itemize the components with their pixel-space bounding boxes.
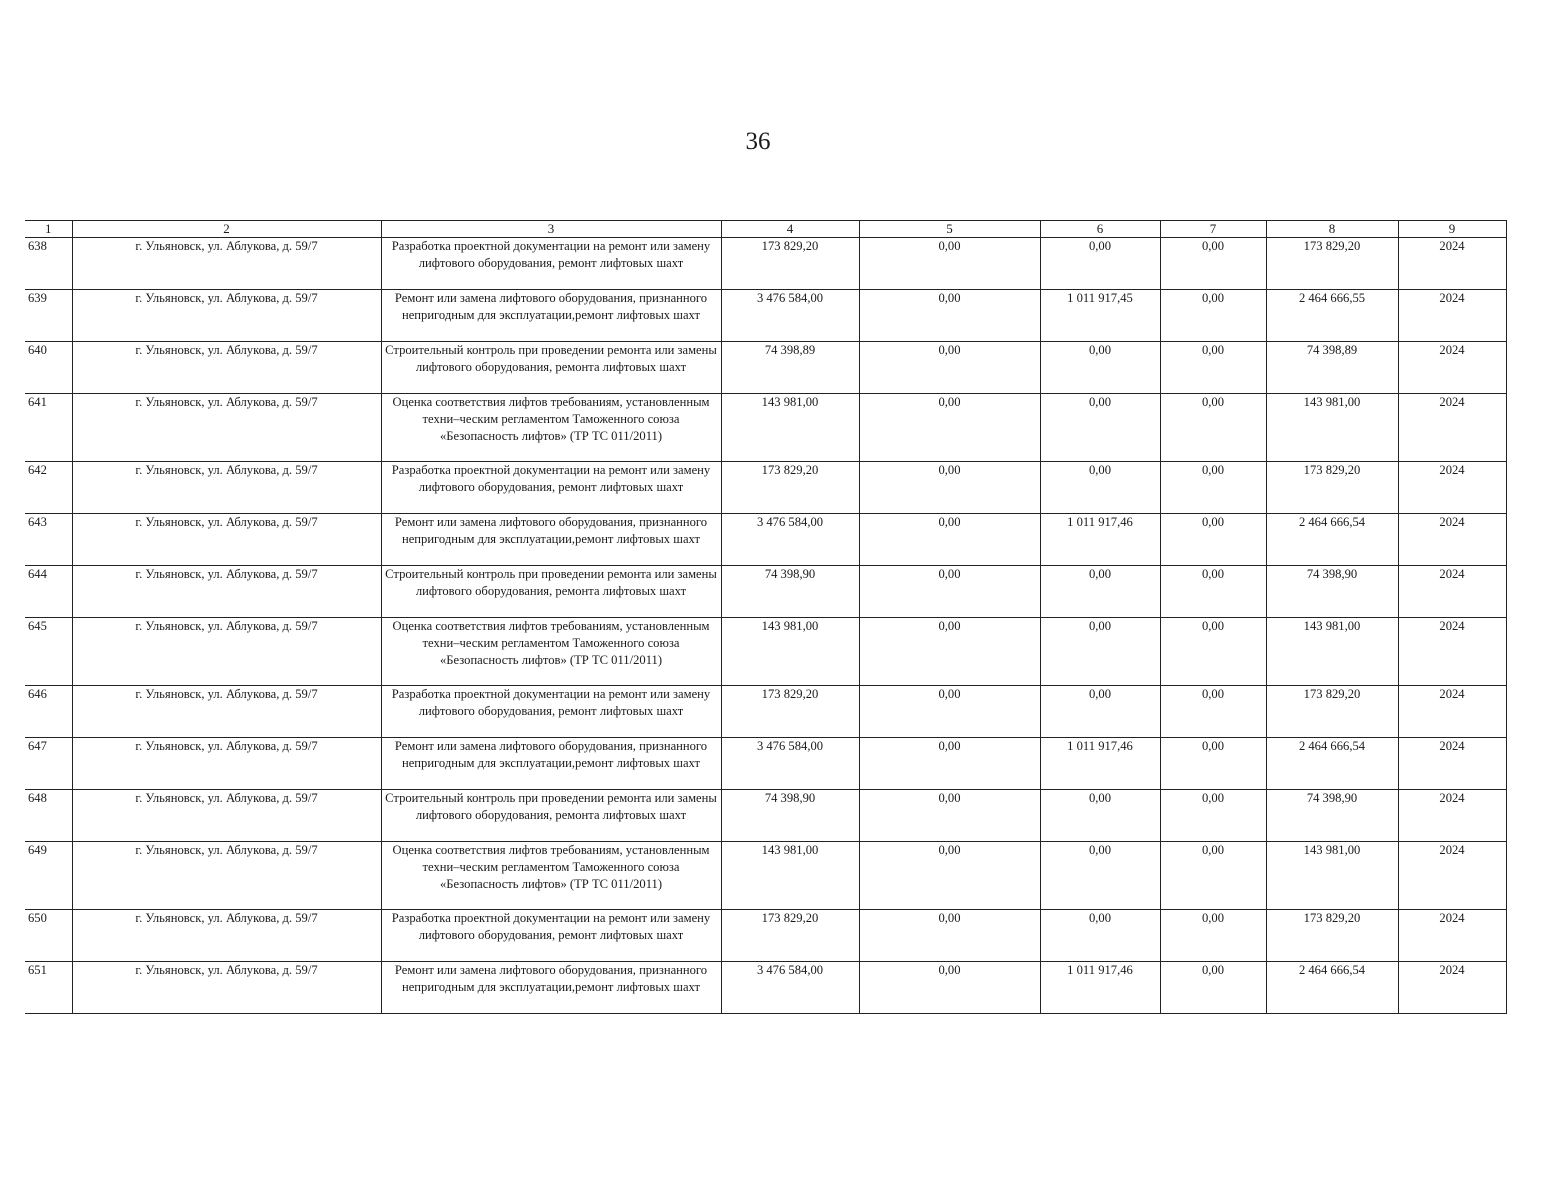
amount-cell: 0,00: [859, 238, 1040, 290]
row-number: 639: [25, 290, 72, 342]
amount-cell: 0,00: [1160, 342, 1266, 394]
amount-cell: 0,00: [859, 290, 1040, 342]
amount-cell: 0,00: [1160, 394, 1266, 462]
amount-cell: 0,00: [859, 342, 1040, 394]
address-cell: г. Ульяновск, ул. Аблукова, д. 59/7: [72, 238, 381, 290]
work-type-cell: Строительный контроль при проведении ремонта или замены лифтового оборудования, ремонта лифтовых шахт: [381, 342, 721, 394]
table-row: [25, 514, 1506, 566]
row-number: 645: [25, 618, 72, 686]
row-number: 647: [25, 738, 72, 790]
amount-cell: 0,00: [1160, 910, 1266, 962]
amount-cell: 143 981,00: [721, 394, 859, 462]
amount-cell: 0,00: [1160, 686, 1266, 738]
work-type-cell: Разработка проектной документации на ремонт или замену лифтового оборудования, ремонт лифтовых шахт: [381, 462, 721, 514]
column-header: 8: [1266, 221, 1398, 238]
amount-cell: 173 829,20: [1266, 910, 1398, 962]
table-row: [25, 910, 1506, 962]
amount-cell: 3 476 584,00: [721, 514, 859, 566]
column-header: 3: [381, 221, 721, 238]
work-type-cell: Ремонт или замена лифтового оборудования, признанного непригодным для эксплуатации,ремонт лифтовых шахт: [381, 514, 721, 566]
amount-cell: 1 011 917,46: [1040, 514, 1160, 566]
column-header: 2: [72, 221, 381, 238]
amount-cell: 0,00: [1160, 462, 1266, 514]
address-cell: г. Ульяновск, ул. Аблукова, д. 59/7: [72, 462, 381, 514]
table-row: [25, 686, 1506, 738]
work-type-cell: Разработка проектной документации на ремонт или замену лифтового оборудования, ремонт лифтовых шахт: [381, 910, 721, 962]
amount-cell: 173 829,20: [1266, 686, 1398, 738]
row-number: 648: [25, 790, 72, 842]
year-cell: 2024: [1398, 910, 1506, 962]
year-cell: 2024: [1398, 738, 1506, 790]
year-cell: 2024: [1398, 290, 1506, 342]
column-header: 9: [1398, 221, 1506, 238]
amount-cell: 0,00: [859, 962, 1040, 1014]
amount-cell: 0,00: [859, 394, 1040, 462]
amount-cell: 173 829,20: [1266, 238, 1398, 290]
amount-cell: 143 981,00: [721, 618, 859, 686]
amount-cell: 143 981,00: [1266, 618, 1398, 686]
table-body: [25, 238, 1506, 1014]
address-cell: г. Ульяновск, ул. Аблукова, д. 59/7: [72, 514, 381, 566]
amount-cell: 0,00: [1040, 394, 1160, 462]
amount-cell: 0,00: [859, 738, 1040, 790]
amount-cell: 173 829,20: [721, 462, 859, 514]
amount-cell: 2 464 666,54: [1266, 514, 1398, 566]
amount-cell: 74 398,90: [1266, 566, 1398, 618]
amount-cell: 0,00: [859, 790, 1040, 842]
amount-cell: 173 829,20: [721, 238, 859, 290]
row-number: 641: [25, 394, 72, 462]
amount-cell: 0,00: [1040, 566, 1160, 618]
address-cell: г. Ульяновск, ул. Аблукова, д. 59/7: [72, 686, 381, 738]
year-cell: 2024: [1398, 394, 1506, 462]
amount-cell: 0,00: [1040, 342, 1160, 394]
work-type-cell: Строительный контроль при проведении ремонта или замены лифтового оборудования, ремонта лифтовых шахт: [381, 790, 721, 842]
table-row: [25, 738, 1506, 790]
amount-cell: 0,00: [1160, 514, 1266, 566]
work-type-cell: Строительный контроль при проведении ремонта или замены лифтового оборудования, ремонта лифтовых шахт: [381, 566, 721, 618]
amount-cell: 0,00: [859, 618, 1040, 686]
amount-cell: 1 011 917,46: [1040, 738, 1160, 790]
column-header: 6: [1040, 221, 1160, 238]
work-type-cell: Ремонт или замена лифтового оборудования, признанного непригодным для эксплуатации,ремонт лифтовых шахт: [381, 290, 721, 342]
amount-cell: 143 981,00: [721, 842, 859, 910]
amount-cell: 143 981,00: [1266, 842, 1398, 910]
amount-cell: 3 476 584,00: [721, 962, 859, 1014]
year-cell: 2024: [1398, 790, 1506, 842]
amount-cell: 173 829,20: [1266, 462, 1398, 514]
table-row: [25, 618, 1506, 686]
table-row: [25, 962, 1506, 1014]
amount-cell: 0,00: [859, 462, 1040, 514]
row-number: 649: [25, 842, 72, 910]
row-number: 642: [25, 462, 72, 514]
year-cell: 2024: [1398, 342, 1506, 394]
page-number: 36: [745, 128, 771, 155]
column-header: 4: [721, 221, 859, 238]
amount-cell: 0,00: [1040, 238, 1160, 290]
work-type-cell: Ремонт или замена лифтового оборудования, признанного непригодным для эксплуатации,ремонт лифтовых шахт: [381, 738, 721, 790]
header-row: [25, 221, 1506, 238]
year-cell: 2024: [1398, 462, 1506, 514]
amount-cell: 0,00: [859, 514, 1040, 566]
amount-cell: 0,00: [1160, 842, 1266, 910]
column-header: 7: [1160, 221, 1266, 238]
table-row: [25, 566, 1506, 618]
year-cell: 2024: [1398, 618, 1506, 686]
amount-cell: 0,00: [859, 842, 1040, 910]
row-number: 643: [25, 514, 72, 566]
amount-cell: 74 398,89: [1266, 342, 1398, 394]
column-header: 5: [859, 221, 1040, 238]
table-row: [25, 342, 1506, 394]
work-type-cell: Оценка соответствия лифтов требованиям, установленным техни–ческим регламентом Таможенного союза «Безопасность лифтов» (ТР ТС 011/2011): [381, 394, 721, 462]
amount-cell: 0,00: [1040, 462, 1160, 514]
work-type-cell: Ремонт или замена лифтового оборудования, признанного непригодным для эксплуатации,ремонт лифтовых шахт: [381, 962, 721, 1014]
year-cell: 2024: [1398, 514, 1506, 566]
address-cell: г. Ульяновск, ул. Аблукова, д. 59/7: [72, 290, 381, 342]
amount-cell: 0,00: [1040, 618, 1160, 686]
amount-cell: 143 981,00: [1266, 394, 1398, 462]
amount-cell: 74 398,89: [721, 342, 859, 394]
amount-cell: 2 464 666,55: [1266, 290, 1398, 342]
row-number: 646: [25, 686, 72, 738]
amount-cell: 2 464 666,54: [1266, 962, 1398, 1014]
amount-cell: 74 398,90: [1266, 790, 1398, 842]
amount-cell: 0,00: [1160, 618, 1266, 686]
row-number: 638: [25, 238, 72, 290]
amount-cell: 173 829,20: [721, 686, 859, 738]
work-type-cell: Оценка соответствия лифтов требованиям, установленным техни–ческим регламентом Таможенного союза «Безопасность лифтов» (ТР ТС 011/2011): [381, 618, 721, 686]
amount-cell: 74 398,90: [721, 566, 859, 618]
amount-cell: 0,00: [859, 686, 1040, 738]
row-number: 651: [25, 962, 72, 1014]
address-cell: г. Ульяновск, ул. Аблукова, д. 59/7: [72, 618, 381, 686]
row-number: 644: [25, 566, 72, 618]
amount-cell: 0,00: [859, 910, 1040, 962]
amount-cell: 0,00: [1160, 790, 1266, 842]
address-cell: г. Ульяновск, ул. Аблукова, д. 59/7: [72, 738, 381, 790]
year-cell: 2024: [1398, 686, 1506, 738]
table-row: [25, 394, 1506, 462]
work-type-cell: Разработка проектной документации на ремонт или замену лифтового оборудования, ремонт лифтовых шахт: [381, 686, 721, 738]
amount-cell: 173 829,20: [721, 910, 859, 962]
address-cell: г. Ульяновск, ул. Аблукова, д. 59/7: [72, 962, 381, 1014]
amount-cell: 0,00: [1160, 290, 1266, 342]
amount-cell: 0,00: [1040, 842, 1160, 910]
address-cell: г. Ульяновск, ул. Аблукова, д. 59/7: [72, 790, 381, 842]
year-cell: 2024: [1398, 842, 1506, 910]
amount-cell: 74 398,90: [721, 790, 859, 842]
address-cell: г. Ульяновск, ул. Аблукова, д. 59/7: [72, 394, 381, 462]
column-header: 1: [25, 221, 72, 238]
amount-cell: 0,00: [1040, 790, 1160, 842]
table-row: [25, 462, 1506, 514]
table-row: [25, 842, 1506, 910]
row-number: 650: [25, 910, 72, 962]
year-cell: 2024: [1398, 238, 1506, 290]
table-row: [25, 790, 1506, 842]
row-number: 640: [25, 342, 72, 394]
amount-cell: 3 476 584,00: [721, 290, 859, 342]
amount-cell: 0,00: [1040, 910, 1160, 962]
amount-cell: 1 011 917,46: [1040, 962, 1160, 1014]
year-cell: 2024: [1398, 566, 1506, 618]
table-row: [25, 290, 1506, 342]
amount-cell: 0,00: [1160, 566, 1266, 618]
amount-cell: 1 011 917,45: [1040, 290, 1160, 342]
works-table: [25, 220, 1507, 1014]
amount-cell: 0,00: [1160, 738, 1266, 790]
table-row: [25, 238, 1506, 290]
address-cell: г. Ульяновск, ул. Аблукова, д. 59/7: [72, 342, 381, 394]
work-type-cell: Разработка проектной документации на ремонт или замену лифтового оборудования, ремонт лифтовых шахт: [381, 238, 721, 290]
amount-cell: 0,00: [1160, 238, 1266, 290]
amount-cell: 0,00: [1160, 962, 1266, 1014]
amount-cell: 0,00: [859, 566, 1040, 618]
work-type-cell: Оценка соответствия лифтов требованиям, установленным техни–ческим регламентом Таможенного союза «Безопасность лифтов» (ТР ТС 011/2011): [381, 842, 721, 910]
address-cell: г. Ульяновск, ул. Аблукова, д. 59/7: [72, 842, 381, 910]
amount-cell: 0,00: [1040, 686, 1160, 738]
address-cell: г. Ульяновск, ул. Аблукова, д. 59/7: [72, 566, 381, 618]
amount-cell: 3 476 584,00: [721, 738, 859, 790]
address-cell: г. Ульяновск, ул. Аблукова, д. 59/7: [72, 910, 381, 962]
year-cell: 2024: [1398, 962, 1506, 1014]
amount-cell: 2 464 666,54: [1266, 738, 1398, 790]
